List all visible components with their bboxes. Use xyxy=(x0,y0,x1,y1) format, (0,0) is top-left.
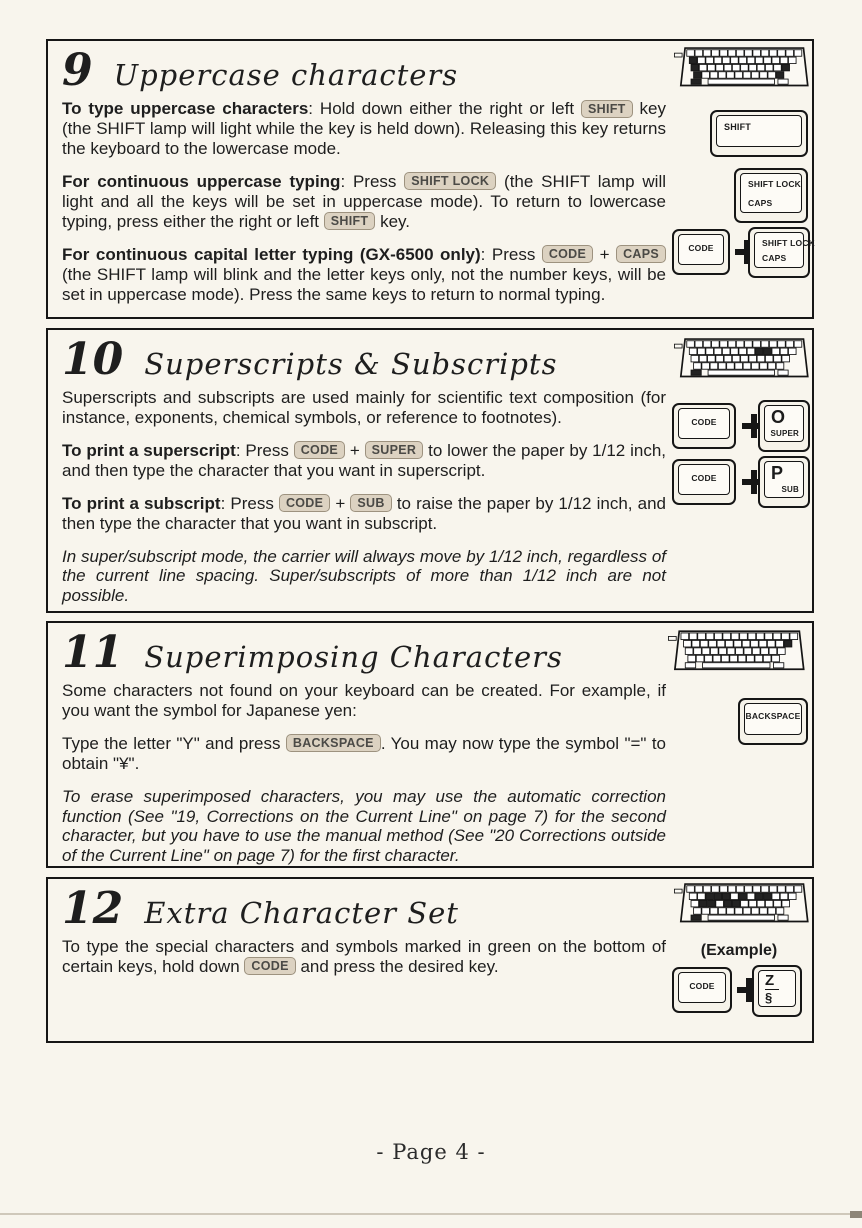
keycap-label: CODE xyxy=(691,473,717,483)
keycap-label: SHIFT LOCK xyxy=(748,179,801,189)
keycap-label: SUPER xyxy=(770,429,799,438)
keycap-z-section-symbol xyxy=(752,965,802,1017)
keycap-label: CAPS xyxy=(762,253,787,263)
paragraph: Some characters not found on your keyboard can be created. For example, if you want the symbol for Japanese yen: xyxy=(62,681,666,720)
keycap-label: CODE xyxy=(691,417,717,427)
paragraph: Superscripts and subscripts are used mainly for scientific text composition (for instance, exponents, chemical symbols, or reference to footnotes). xyxy=(62,388,666,427)
keycap-label: § xyxy=(765,990,773,1005)
keyboard-diagram-shift-highlight-icon xyxy=(674,47,812,90)
paragraph: Type the letter "Y" and press BACKSPACE . You may now type the symbol "=" to obtain "¥". xyxy=(62,733,667,773)
inline-key-code: CODE xyxy=(542,245,593,263)
keycap-face xyxy=(678,234,724,265)
paragraph: For continuous uppercase typing: Press SHIFT LOCK (the SHIFT lamp will light and all the keys will be set in uppercase mode). To return to lowercase typing, press either the right or left SHIFT key. xyxy=(62,171,667,231)
paragraph: To type uppercase characters: Hold down either the right or left SHIFT key (the SHIFT lamp will light while the key is held down). Releasing this key returns the keyboard to the lowercase mode. xyxy=(62,99,666,158)
keycap-code xyxy=(672,967,732,1013)
section-box-9 xyxy=(46,39,814,319)
inline-key-code: CODE xyxy=(294,441,345,459)
keycap-label: SHIFT LOCK xyxy=(762,238,815,248)
keycap-label: P xyxy=(771,463,784,483)
page-number: - Page 4 - xyxy=(376,1140,486,1164)
keyboard-diagram-green-keys-highlight-icon xyxy=(674,883,812,926)
section-title: Superscripts & Subscripts xyxy=(144,347,558,381)
keycap-face xyxy=(678,972,726,1003)
keycap-label: Z xyxy=(765,972,779,990)
scan-artifact-mark xyxy=(850,1211,862,1218)
section-title: Uppercase characters xyxy=(113,58,459,92)
keycap-face xyxy=(754,232,815,268)
paragraph: In super/subscript mode, the carrier will always move by 1/12 inch, regardless of the current line spacing. Super/subscripts of more than 1/12 inch are not possible. xyxy=(62,546,666,606)
keyboard-diagram-backspace-highlight-icon xyxy=(668,630,808,674)
section-box-11 xyxy=(46,621,814,868)
keycap-shift xyxy=(710,110,808,157)
keycap-shift-lock-caps xyxy=(748,227,815,278)
paragraph: To print a subscript: Press CODE + SUB to raise the paper by 1/12 inch, and then type the character that you want in subscript. xyxy=(62,493,666,533)
keycap-label: SHIFT xyxy=(724,122,751,132)
section-title: Superimposing Characters xyxy=(144,640,563,674)
inline-key-sub: SUB xyxy=(350,494,391,512)
section-body xyxy=(62,681,666,866)
inline-key-shift-lock: SHIFT LOCK xyxy=(404,172,496,190)
inline-key-shift: SHIFT xyxy=(581,100,633,118)
section-number: 9 xyxy=(62,45,93,96)
section-number: 11 xyxy=(62,627,124,678)
keycap-code xyxy=(672,403,736,449)
paragraph: To erase superimposed characters, you may use the automatic correction function (See "19, Corrections on the Current Line" on page 7) for the second character, but you have to use the manual method (See "20 Corrections outside of the Current Line" on page 7) for the first character. xyxy=(62,786,666,866)
inline-key-shift: SHIFT xyxy=(324,212,376,230)
keycap-face xyxy=(740,173,802,213)
inline-key-backspace: BACKSPACE xyxy=(286,734,381,752)
keycap-label: CODE xyxy=(689,981,715,991)
section-title: Extra Character Set xyxy=(144,896,459,930)
paragraph: For continuous capital letter typing (GX-6500 only): Press CODE + CAPS (the SHIFT lamp will blink and the letter keys only, not the number keys, will be set in uppercase mode). Press the same keys to return to normal typing. xyxy=(62,244,666,304)
section-box-10 xyxy=(46,328,814,613)
keycap-o-super xyxy=(758,400,810,452)
keycap-face xyxy=(678,408,730,439)
keycap-face xyxy=(744,703,802,735)
paragraph: To type the special characters and symbols marked in green on the bottom of certain keys, hold down CODE and press the desired key. xyxy=(62,937,666,976)
example-label: (Example) xyxy=(700,942,778,959)
keycap-label: BACKSPACE xyxy=(745,711,801,721)
scan-artifact-line xyxy=(0,1213,862,1215)
keycap-code xyxy=(672,229,730,275)
keyboard-diagram-o-key-highlight-icon xyxy=(674,338,812,381)
keycap-p-sub xyxy=(758,456,810,508)
keycap-label: CODE xyxy=(688,243,714,253)
keycap-label: O xyxy=(771,407,786,427)
keycap-face xyxy=(678,464,730,495)
keycap-label: SUB xyxy=(781,485,799,494)
inline-key-code: CODE xyxy=(244,957,295,975)
keycap-face xyxy=(716,115,802,147)
keycap-face xyxy=(758,970,796,1007)
keycap-shift-lock-caps xyxy=(734,168,808,223)
section-body xyxy=(62,388,666,606)
inline-key-code: CODE xyxy=(279,494,330,512)
section-number: 12 xyxy=(62,883,124,934)
keycap-code xyxy=(672,459,736,505)
section-body xyxy=(62,99,666,304)
keycap-face xyxy=(764,461,804,498)
keycap-face xyxy=(764,405,804,442)
paragraph: To print a superscript: Press CODE + SUPER to lower the paper by 1/12 inch, and then type the character that you want in superscript. xyxy=(62,440,667,480)
inline-key-caps: CAPS xyxy=(616,245,666,263)
section-box-12 xyxy=(46,877,814,1043)
inline-key-super: SUPER xyxy=(365,441,424,459)
keycap-label: CAPS xyxy=(748,198,773,208)
section-number: 10 xyxy=(62,334,124,385)
section-body xyxy=(62,937,666,977)
keycap-backspace xyxy=(738,698,808,745)
